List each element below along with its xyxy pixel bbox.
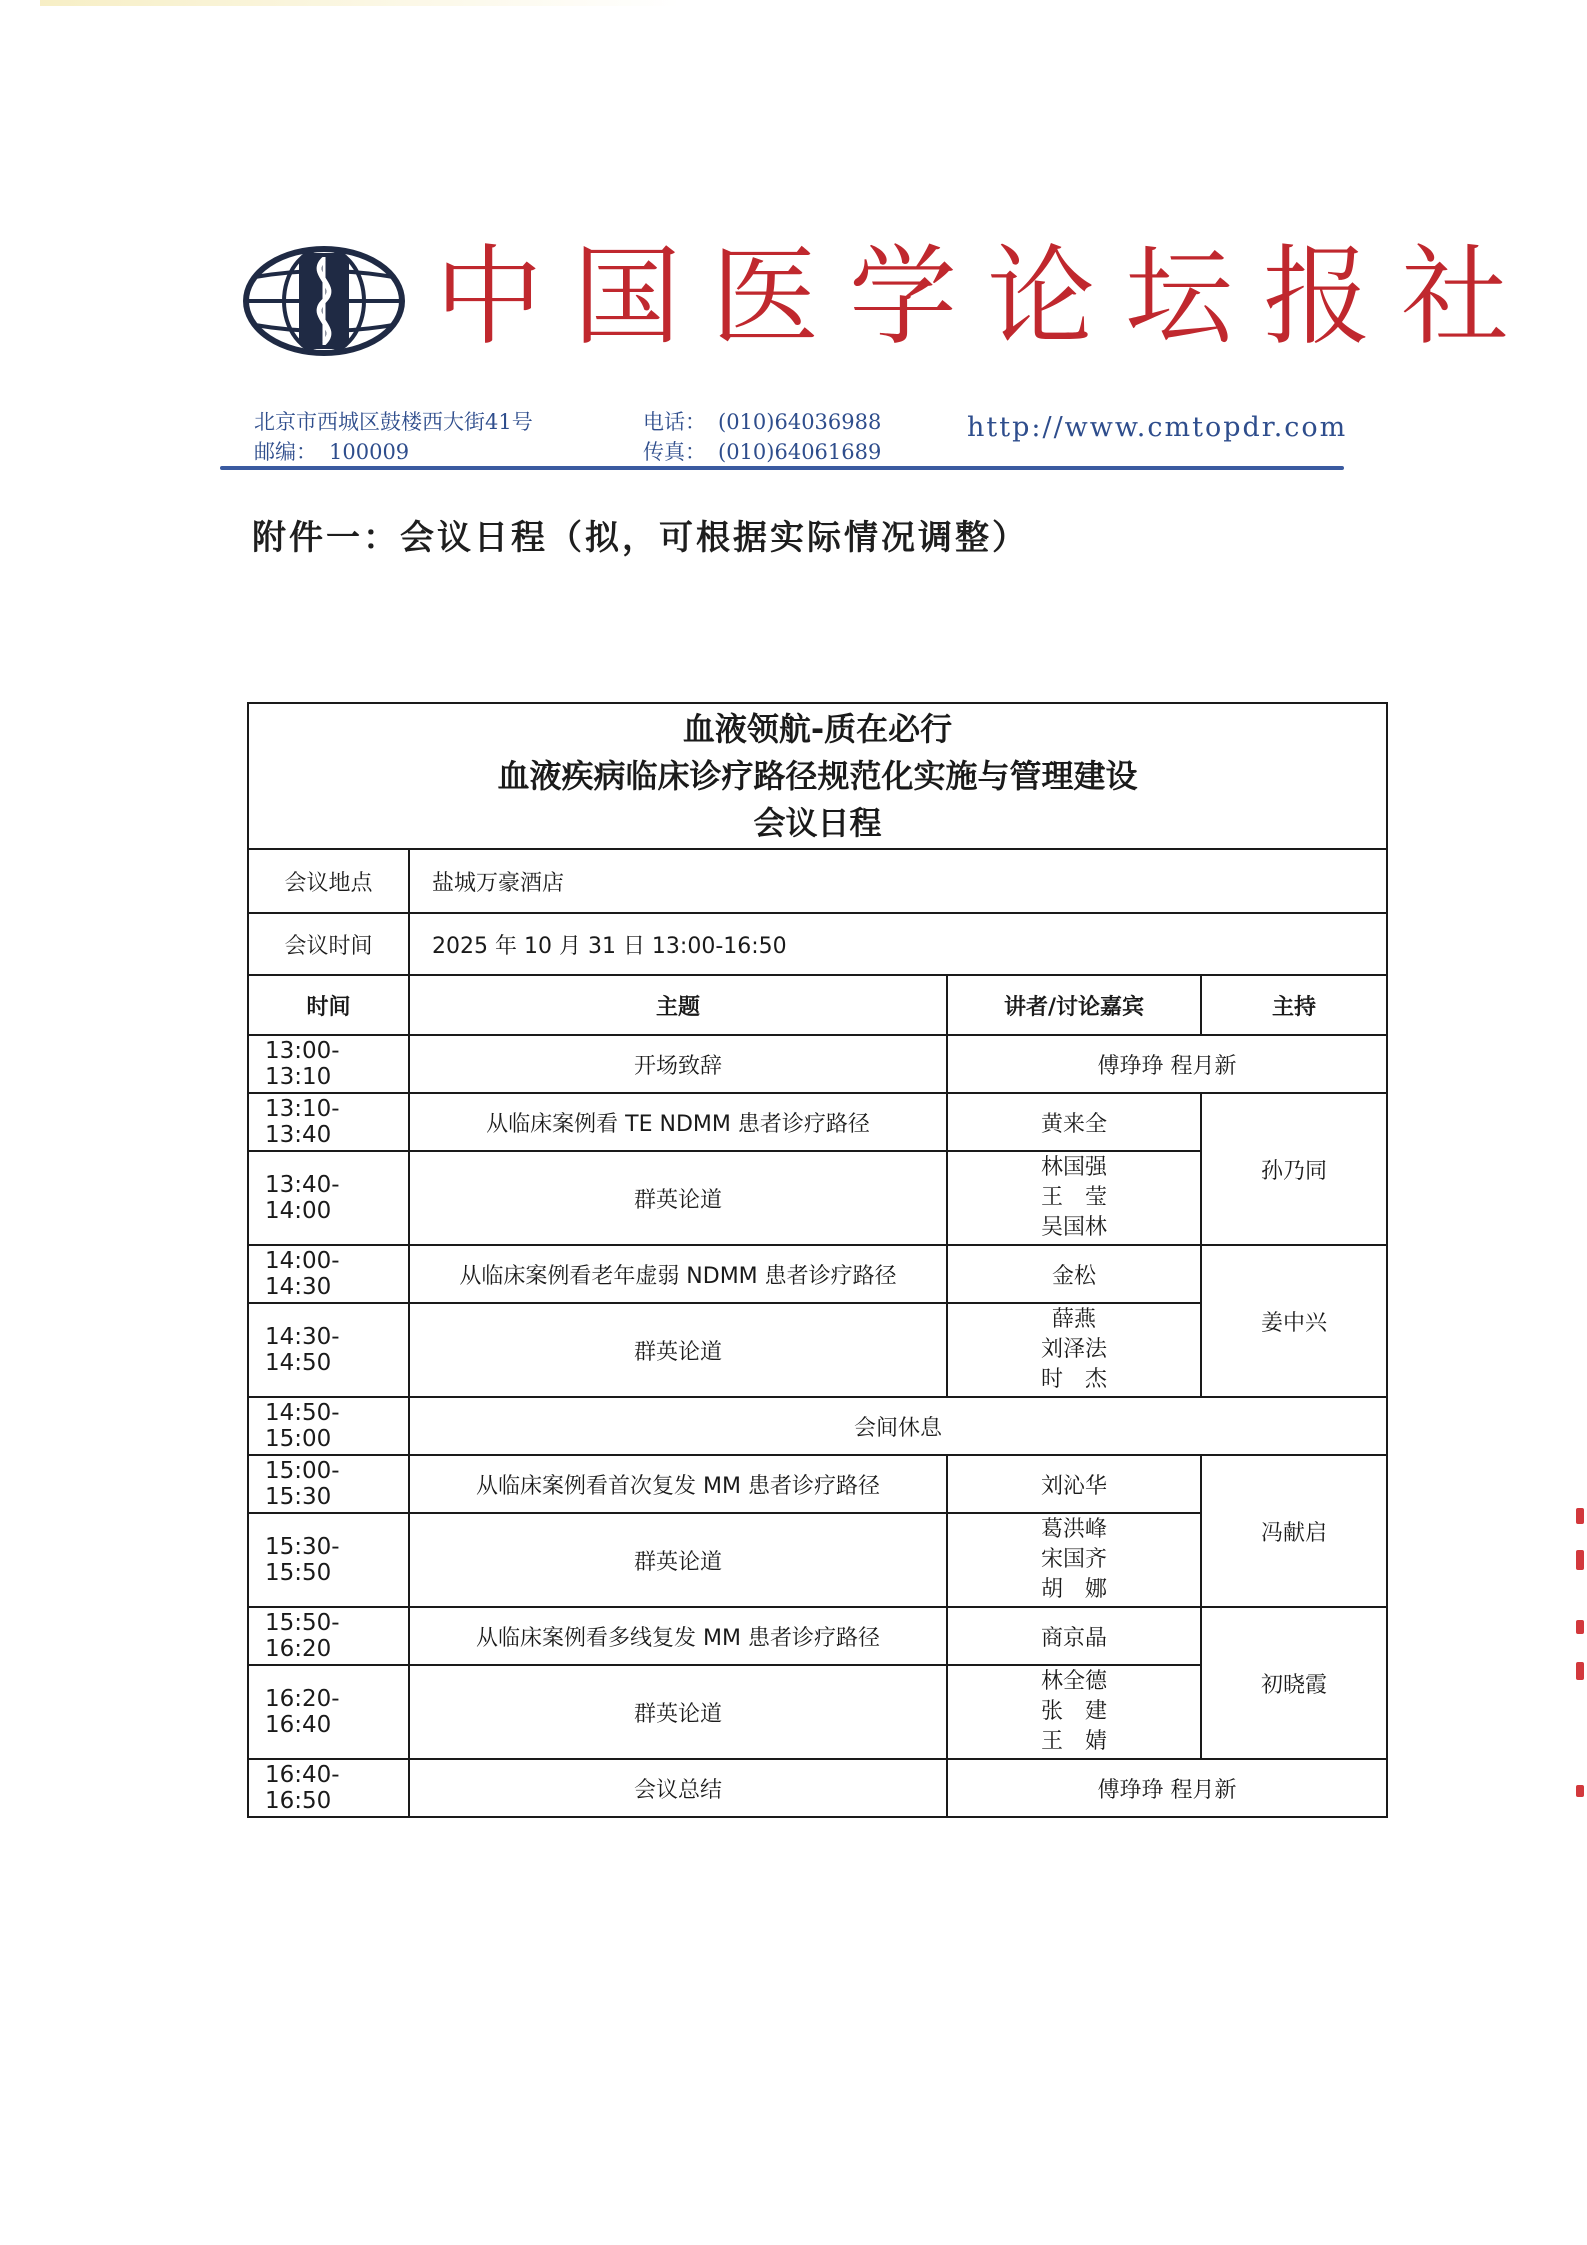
panelist: 刘泽法: [1040, 1337, 1107, 1362]
address-line: 北京市西城区鼓楼西大街41号: [254, 410, 533, 434]
postcode-line: [254, 437, 533, 467]
session-chair: 初晓霞: [1201, 1607, 1387, 1759]
session-time: 15:50-16:20: [248, 1607, 409, 1665]
session-topic: 群英论道: [409, 1665, 947, 1759]
postcode-label: 邮编：: [254, 440, 317, 464]
phone-line: [643, 407, 881, 437]
header-chair: 主持: [1201, 975, 1387, 1035]
agenda-title-line: 血液疾病临床诊疗路径规范化实施与管理建设: [497, 756, 1138, 795]
session-topic: 从临床案例看老年虚弱 NDMM 患者诊疗路径: [409, 1245, 947, 1303]
fax-label: 传真：: [643, 440, 706, 464]
table-header-row: [248, 975, 1387, 1035]
session-speakers: 傅琤琤 程月新: [947, 1759, 1387, 1817]
session-topic: 会议总结: [409, 1759, 947, 1817]
organization-name: 中国医学论坛报社: [435, 235, 1540, 360]
table-row: [248, 1245, 1387, 1303]
table-row: [248, 1455, 1387, 1513]
session-topic: 群英论道: [409, 1303, 947, 1397]
table-row: [248, 1035, 1387, 1093]
panelist: 胡 娜: [1040, 1577, 1107, 1602]
session-speaker: 黄来全: [947, 1093, 1201, 1151]
datetime-value: 2025 年 10 月 31 日 13:00-16:50: [409, 913, 1387, 975]
table-row: [248, 1093, 1387, 1151]
letterhead-divider: [220, 466, 1344, 470]
stamp-edge-mark: [1576, 1662, 1584, 1680]
session-topic: 开场致辞: [409, 1035, 947, 1093]
header-speakers: 讲者/讨论嘉宾: [947, 975, 1201, 1035]
globe-logo-icon: [243, 245, 405, 357]
panel-speakers: [947, 1303, 1201, 1397]
panelist: 林国强: [1040, 1155, 1107, 1180]
session-chair: 冯献启: [1201, 1455, 1387, 1607]
session-topic: 群英论道: [409, 1513, 947, 1607]
session-time: 14:00-14:30: [248, 1245, 409, 1303]
venue-value: 盐城万豪酒店: [409, 849, 1387, 913]
session-time: 14:30-14:50: [248, 1303, 409, 1397]
session-time: 14:50-15:00: [248, 1397, 409, 1455]
panelist: 时 杰: [1040, 1367, 1107, 1392]
venue-label: 会议地点: [248, 849, 409, 913]
session-time: 13:40-14:00: [248, 1151, 409, 1245]
datetime-label: 会议时间: [248, 913, 409, 975]
panelist: 薛燕: [1051, 1307, 1096, 1332]
website-link[interactable]: http://www.cmtopdr.com: [967, 412, 1348, 443]
agenda-title: [248, 703, 1387, 849]
stamp-edge-mark: [1576, 1508, 1584, 1524]
phone-label: 电话：: [643, 410, 706, 434]
session-topic: 会间休息: [409, 1397, 1387, 1455]
address-block: [254, 407, 533, 467]
table-row: [248, 1759, 1387, 1817]
header-time: 时间: [248, 975, 409, 1035]
session-topic: 从临床案例看 TE NDMM 患者诊疗路径: [409, 1093, 947, 1151]
session-time: 13:00-13:10: [248, 1035, 409, 1093]
session-speakers: 傅琤琤 程月新: [947, 1035, 1387, 1093]
session-time: 16:20-16:40: [248, 1665, 409, 1759]
panelist: 张 建: [1040, 1699, 1107, 1724]
postcode-value: 100009: [329, 440, 410, 464]
session-topic: 群英论道: [409, 1151, 947, 1245]
stamp-edge-mark: [1576, 1620, 1584, 1634]
phone-fax-block: [643, 407, 881, 467]
panel-speakers: [947, 1665, 1201, 1759]
stamp-edge-mark: [1576, 1785, 1584, 1797]
stamp-edge-mark: [1576, 1550, 1584, 1570]
panelist: 吴国林: [1040, 1215, 1107, 1240]
panelist: 林全德: [1040, 1669, 1107, 1694]
session-topic: 从临床案例看首次复发 MM 患者诊疗路径: [409, 1455, 947, 1513]
panel-speakers: [947, 1151, 1201, 1245]
session-speaker: 商京晶: [947, 1607, 1201, 1665]
agenda-title-line: 会议日程: [753, 803, 882, 842]
session-time: 15:00-15:30: [248, 1455, 409, 1513]
panelist: 宋国齐: [1040, 1547, 1107, 1572]
agenda-table: [247, 702, 1388, 1818]
scan-edge-tint: [40, 0, 680, 6]
table-row: [248, 1607, 1387, 1665]
fax-value: (010)64061689: [718, 440, 882, 464]
panelist: 王 婧: [1040, 1729, 1107, 1754]
session-speaker: 刘沁华: [947, 1455, 1201, 1513]
session-time: 15:30-15:50: [248, 1513, 409, 1607]
session-chair: 孙乃同: [1201, 1093, 1387, 1245]
session-time: 13:10-13:40: [248, 1093, 409, 1151]
attachment-title: 附件一：会议日程（拟，可根据实际情况调整）: [252, 518, 1029, 558]
session-speaker: 金松: [947, 1245, 1201, 1303]
session-chair: 姜中兴: [1201, 1245, 1387, 1397]
header-topic: 主题: [409, 975, 947, 1035]
session-time: 16:40-16:50: [248, 1759, 409, 1817]
table-row: [248, 1397, 1387, 1455]
session-topic: 从临床案例看多线复发 MM 患者诊疗路径: [409, 1607, 947, 1665]
fax-line: [643, 437, 881, 467]
phone-value: (010)64036988: [718, 410, 882, 434]
panel-speakers: [947, 1513, 1201, 1607]
agenda-title-line: 血液领航-质在必行: [682, 709, 953, 748]
panelist: 王 莹: [1040, 1185, 1107, 1210]
panelist: 葛洪峰: [1040, 1517, 1107, 1542]
